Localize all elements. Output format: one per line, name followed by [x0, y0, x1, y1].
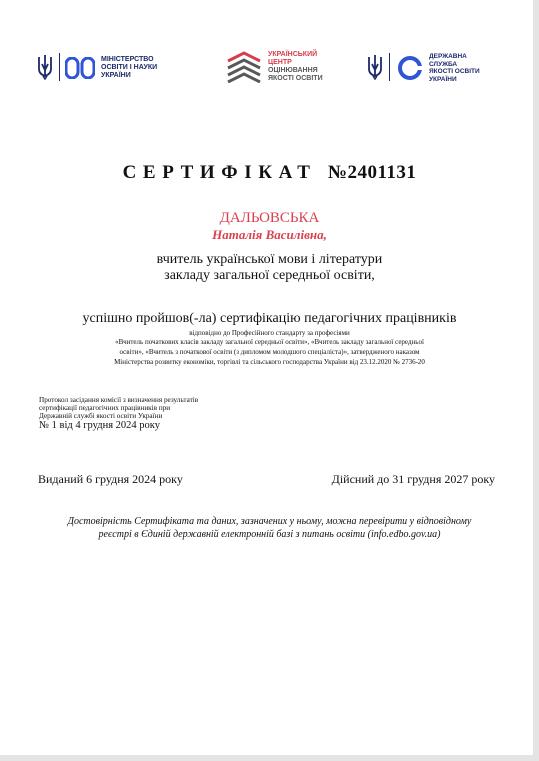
standard-line: «Вчитель початкових класів закладу загальної середньої освіти», «Вчитель закладу загальної середньої — [115, 338, 424, 346]
certificate-title — [0, 162, 539, 184]
state-service-line: СЛУЖБА — [429, 60, 458, 68]
protocol-line: Державній службі якості освіти України — [39, 412, 163, 420]
holder-given-names: Наталія Василівна, — [212, 227, 327, 242]
trident-icon — [367, 54, 383, 80]
ucequa-line: ЦЕНТР — [268, 59, 292, 66]
state-service-line: ДЕРЖАВНА — [429, 53, 467, 60]
position-line-1: вчитель української мови і літератури — [156, 252, 383, 267]
page-shadow-right — [533, 0, 539, 761]
state-service-line: УКРАЇНИ — [429, 75, 457, 83]
protocol-number: № 1 від 4 грудня 2024 року — [39, 420, 160, 431]
holder-surname: ДАЛЬОВСЬКА — [219, 210, 320, 226]
state-service-logo — [367, 52, 487, 84]
ucequa-logo — [226, 50, 346, 86]
standard-line: відповідно до Професійного стандарту за професіями — [189, 329, 350, 337]
certification-statement: успішно пройшов(-ла) сертифікацію педагогічних працівників — [82, 311, 457, 326]
state-service-mark-icon — [397, 55, 423, 81]
ucequa-name — [268, 51, 323, 83]
verification-line: Достовірність Сертифіката та даних, зазначених у ньому, можна перевірити у відповідному — [67, 516, 472, 527]
issued-date: Виданий 6 грудня 2024 року — [38, 472, 183, 486]
protocol-block — [39, 396, 198, 432]
verification-note — [0, 515, 539, 541]
position-line-2: закладу загальної середньої освіти, — [164, 268, 375, 283]
standard-line: Міністерства розвитку економіки, торгівлі та сільського господарства України від 23.12.2020 № 2736-20 — [114, 358, 425, 366]
page-shadow-bottom — [0, 755, 539, 761]
state-service-line: ЯКОСТІ ОСВІТИ — [429, 68, 480, 75]
ministry-line: УКРАЇНИ — [101, 72, 131, 79]
protocol-line: сертифікації педагогічних працівників при — [39, 404, 171, 412]
certificate-number: №2401131 — [327, 162, 417, 183]
ucequa-line: УКРАЇНСЬКИЙ — [268, 51, 318, 58]
stacked-chevrons-icon — [226, 51, 262, 83]
verification-line: реєстрі в Єдиній державній електронній базі з питань освіти (info.edbo.gov.ua) — [98, 529, 441, 540]
state-service-name — [429, 53, 480, 83]
ministry-mark-icon — [65, 57, 95, 79]
title-word: СЕРТИФІКАТ — [122, 162, 317, 183]
protocol-line: Протокол засідання комісії з визначення результатів — [39, 396, 199, 404]
ucequa-line: ОЦІНЮВАННЯ — [268, 67, 318, 74]
ministry-name — [101, 56, 157, 80]
standard-line: освіти», «Вчитель з початкової освіти (з дипломом молодшого спеціаліста)», затвердженого наказом — [119, 348, 420, 356]
trident-icon — [37, 54, 53, 80]
ministry-line: ОСВІТИ І НАУКИ — [101, 64, 158, 71]
valid-until-date: Дійсний до 31 грудня 2027 року — [331, 472, 495, 486]
ministry-logo — [37, 52, 167, 84]
ministry-line: МІНІСТЕРСТВО — [101, 56, 154, 63]
ucequa-line: ЯКОСТІ ОСВІТИ — [268, 75, 323, 82]
